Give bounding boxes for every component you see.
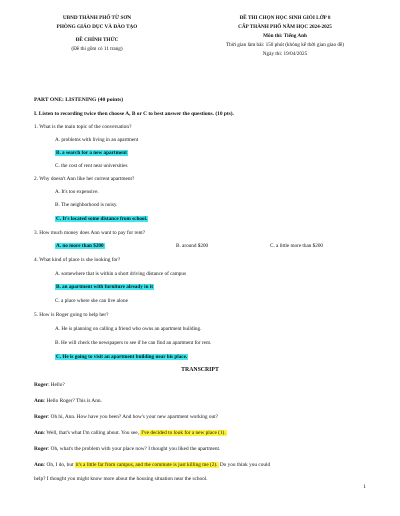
transcript-line-7 — [34, 476, 208, 483]
question-5: 5. How is Roger going to help her? — [34, 312, 109, 318]
header-right — [180, 14, 390, 59]
q3-option-a-answer: A. no more than $200 — [56, 243, 104, 249]
line-text: : Oh hi, Ann. How have you been? And how's your new apartment working out? — [47, 414, 218, 420]
transcript-line-4 — [34, 430, 227, 437]
q1-option-c: C. the cost of rent near universities — [55, 163, 128, 169]
transcript-line-1 — [34, 382, 65, 389]
question-2: 2. Why doesn't Ann like her current apartment? — [34, 176, 135, 182]
line-text: : Hello Roger? This is Ann. — [43, 398, 102, 404]
line-text: : Well, that's what I'm calling about. You see, — [43, 430, 141, 436]
speaker-name: Roger — [34, 414, 48, 420]
line-text: help? I thought you might know more about the housing situation near the school. — [34, 476, 208, 482]
transcript-line-6 — [34, 462, 270, 469]
q4-option-b-answer: B. an apartment with furniture already in it — [56, 284, 153, 290]
q1-option-b-answer: B. a search for a new apartment — [56, 150, 127, 156]
header-right-line1: ĐỀ THI CHỌN HỌC SINH GIỎI LỚP 8 — [239, 15, 331, 21]
header-left-line4: (Đề thi gồm có 11 trang) — [71, 46, 123, 52]
highlighted-answer-2: it's a little far from campus, and the commute is just killing me (2). — [75, 462, 218, 468]
speaker-name: Ann — [34, 430, 44, 436]
header-left-line2: PHÒNG GIÁO DỤC VÀ ĐÀO TẠO — [56, 24, 138, 30]
header-right-line4: Thời gian làm bài: 150 phút (không kể thời gian giao đề) — [225, 42, 344, 48]
q2-option-c-answer: C. It's located some distance from school. — [56, 216, 148, 222]
question-1: 1. What is the main topic of the conversation? — [34, 124, 132, 130]
line-text-after: Do you think you could — [218, 462, 271, 468]
speaker-name: Ann — [34, 398, 44, 404]
highlighted-answer-1: I've decided to look for a new place (1). — [141, 430, 226, 436]
header-left — [22, 14, 172, 54]
speaker-name: Roger — [34, 446, 48, 452]
q3-option-c: C. a little more than $200 — [270, 243, 324, 249]
q2-option-a: A. It's too expensive. — [55, 189, 99, 195]
q4-option-a: A. somewhere that is within a short driving distance of campus — [55, 271, 186, 277]
q1-option-a: A. problems with living in an apartment — [55, 137, 139, 143]
transcript-title: TRANSCRIPT — [181, 367, 219, 373]
speaker-name: Ann — [34, 462, 44, 468]
question-3: 3. How much money does Ann want to pay for rent? — [34, 230, 146, 236]
q3-option-b: B. around $200 — [176, 243, 209, 249]
speaker-name: Roger — [34, 382, 48, 388]
header-right-line2: CẤP THÀNH PHỐ NĂM HỌC 2024-2025 — [238, 24, 332, 30]
page-number: 1 — [363, 484, 366, 490]
line-text: : Oh, I do, but — [43, 462, 75, 468]
q2-option-b: B. The neighborhood is noisy. — [55, 202, 118, 208]
q5-option-a: A. He is planning on calling a friend who owns an apartment building. — [55, 326, 202, 332]
header-left-line1: UBND THÀNH PHỐ TỪ SƠN — [62, 15, 132, 21]
header-left-line3: ĐỀ CHÍNH THỨC — [75, 37, 119, 43]
part-one-instruction: I. Listen to recording twice then choose A, B or C to best answer the questions. (10 pts). — [34, 111, 234, 117]
question-4: 4. What kind of place is she looking for? — [34, 257, 121, 263]
transcript-line-3 — [34, 414, 218, 421]
transcript-line-5 — [34, 446, 220, 453]
header-right-line5: Ngày thi: 19/04/2025 — [262, 51, 308, 57]
part-one-title: PART ONE: LISTENING (40 points) — [34, 97, 124, 103]
q5-option-b: B. He will check the newspapers to see if he can find an apartment for rent. — [55, 340, 212, 346]
line-text: : Oh, what's the problem with your place now? I thought you liked the apartment. — [47, 446, 221, 452]
line-text: : Hello? — [47, 382, 65, 388]
q4-option-c: C. a place where she can live alone — [55, 298, 128, 304]
transcript-line-2 — [34, 398, 102, 405]
header-right-line3: Môn thi: Tiếng Anh — [263, 33, 307, 39]
q5-option-c-answer: C. He is going to visit an apartment building near his place. — [56, 354, 188, 360]
